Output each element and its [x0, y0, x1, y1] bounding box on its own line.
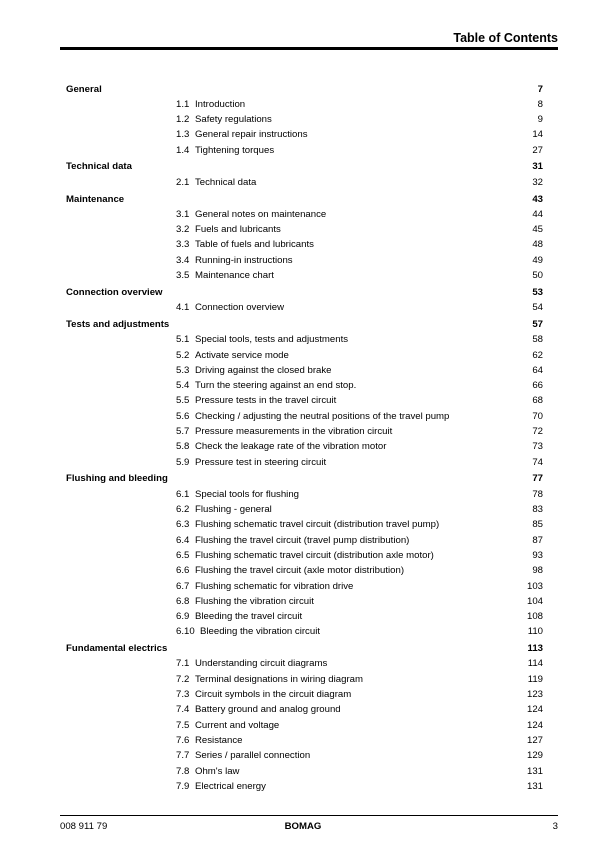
toc-entry-page: 93	[532, 549, 543, 561]
toc-entry-page: 103	[526, 580, 543, 592]
toc-entry-number: 1.2	[176, 114, 190, 126]
toc-entry-number: 6.7	[176, 580, 190, 592]
toc-section[interactable]	[65, 192, 543, 207]
toc-entry-page: 48	[532, 239, 543, 251]
toc-entry[interactable]	[65, 764, 543, 779]
toc-entry[interactable]	[65, 222, 543, 237]
toc-entry-number: 7.2	[176, 673, 190, 685]
document-number: 008 911 79	[60, 821, 108, 832]
toc-entry-title: Safety regulations	[195, 114, 272, 126]
toc-entry-title: Special tools for flushing	[195, 488, 299, 500]
toc-entry[interactable]	[65, 687, 543, 702]
toc-section[interactable]	[65, 82, 543, 97]
toc-entry[interactable]	[65, 624, 543, 639]
toc-entry[interactable]	[65, 348, 543, 363]
toc-entry-title: Driving against the closed brake	[195, 364, 332, 376]
toc-entry-title: Series / parallel connection	[195, 750, 311, 762]
toc-entry-title: Check the leakage rate of the vibration motor	[195, 441, 387, 453]
toc-entry-number: 1.3	[176, 129, 190, 141]
toc-entry-page: 70	[532, 410, 543, 422]
toc-entry[interactable]	[65, 143, 543, 158]
toc-entry[interactable]	[65, 300, 543, 315]
toc-entry-title: Flushing schematic for vibration drive	[195, 580, 354, 592]
toc-entry[interactable]	[65, 378, 543, 393]
toc-section-title: Flushing and bleeding	[66, 473, 168, 485]
toc-entry[interactable]	[65, 127, 543, 142]
toc-entry-number: 7.3	[176, 689, 190, 701]
toc-section-page: 43	[532, 193, 543, 205]
toc-entry[interactable]	[65, 175, 543, 190]
toc-entry-number: 6.5	[176, 549, 190, 561]
toc-entry-title: Bleeding the vibration circuit	[200, 626, 320, 638]
toc-entry-title: Technical data	[195, 176, 257, 188]
toc-section-page: 31	[532, 161, 543, 173]
toc-entry-page: 68	[532, 395, 543, 407]
toc-entry-page: 54	[532, 302, 543, 314]
toc-entry-title: Special tools, tests and adjustments	[195, 334, 349, 346]
toc-entry[interactable]	[65, 502, 543, 517]
toc-entry-title: Pressure measurements in the vibration circuit	[195, 426, 393, 438]
toc-entry-number: 5.8	[176, 441, 190, 453]
toc-entry-number: 7.5	[176, 719, 190, 731]
toc-entry-page: 85	[532, 519, 543, 531]
toc-entry-number: 5.3	[176, 364, 190, 376]
toc-entry-page: 124	[526, 704, 543, 716]
toc-section-title: General	[66, 83, 102, 95]
toc-entry[interactable]	[65, 424, 543, 439]
toc-entry-title: Checking / adjusting the neutral positions of the travel pump	[195, 410, 450, 422]
toc-entry[interactable]	[65, 517, 543, 532]
toc-entry[interactable]	[65, 332, 543, 347]
toc-entry-title: Ohm's law	[195, 765, 240, 777]
toc-entry-number: 6.6	[176, 565, 190, 577]
toc-entry[interactable]	[65, 548, 543, 563]
footer-divider	[60, 815, 558, 816]
toc-entry[interactable]	[65, 112, 543, 127]
toc-entry-page: 58	[532, 334, 543, 346]
toc-entry-title: Flushing the travel circuit (axle motor distribution)	[195, 565, 405, 577]
toc-entry-page: 78	[532, 488, 543, 500]
toc-entry-number: 1.4	[176, 144, 190, 156]
toc-entry-title: Flushing schematic travel circuit (distribution axle motor)	[195, 549, 434, 561]
toc-entry-page: 87	[532, 534, 543, 546]
toc-entry-number: 7.7	[176, 750, 190, 762]
page-number: 3	[552, 821, 558, 832]
toc-section[interactable]	[65, 471, 543, 486]
toc-entry[interactable]	[65, 455, 543, 470]
toc-entry-number: 5.6	[176, 410, 190, 422]
toc-entry[interactable]	[65, 363, 543, 378]
toc-entry[interactable]	[65, 609, 543, 624]
toc-entry-page: 44	[532, 208, 543, 220]
toc-entry-number: 7.6	[176, 734, 190, 746]
toc-entry-number: 7.4	[176, 704, 190, 716]
toc-entry-title: Introduction	[195, 98, 246, 110]
toc-entry[interactable]	[65, 393, 543, 408]
toc-entry-page: 64	[532, 364, 543, 376]
toc-entry[interactable]	[65, 97, 543, 112]
toc-entry-page: 83	[532, 504, 543, 516]
toc-entry-number: 6.3	[176, 519, 190, 531]
toc-entry-title: Flushing the travel circuit (travel pump distribution)	[195, 534, 410, 546]
toc-entry-title: Flushing the vibration circuit	[195, 595, 314, 607]
toc-entry-title: Table of fuels and lubricants	[195, 239, 314, 251]
toc-entry-page: 8	[537, 98, 543, 110]
brand-name: BOMAG	[284, 821, 322, 832]
toc-entry-number: 7.1	[176, 658, 190, 670]
toc-entry-page: 131	[526, 765, 543, 777]
toc-entry-page: 74	[532, 456, 543, 468]
toc-entry-page: 72	[532, 426, 543, 438]
toc-entry[interactable]	[65, 533, 543, 548]
toc-entry-title: Turn the steering against an end stop.	[195, 380, 357, 392]
toc-entry-page: 129	[526, 750, 543, 762]
toc-entry[interactable]	[65, 748, 543, 763]
toc-entry-title: Fuels and lubricants	[195, 224, 281, 236]
toc-entry-number: 3.1	[176, 208, 190, 220]
toc-entry-page: 27	[532, 144, 543, 156]
toc-entry-title: Running-in instructions	[195, 254, 293, 266]
page-title: Table of Contents	[453, 31, 558, 45]
toc-section-title: Tests and adjustments	[66, 318, 170, 330]
toc-entry-title: Circuit symbols in the circuit diagram	[195, 689, 352, 701]
toc-entry-number: 5.7	[176, 426, 190, 438]
toc-entry-number: 3.5	[176, 270, 190, 282]
toc-entry-title: Flushing schematic travel circuit (distribution travel pump)	[195, 519, 440, 531]
toc-entry[interactable]	[65, 253, 543, 268]
toc-entry-title: Pressure tests in the travel circuit	[195, 395, 337, 407]
toc-section-title: Fundamental electrics	[66, 643, 168, 655]
toc-entry[interactable]	[65, 672, 543, 687]
toc-entry-page: 49	[532, 254, 543, 266]
toc-section[interactable]	[65, 317, 543, 332]
toc-entry-page: 131	[526, 780, 543, 792]
toc-entry[interactable]	[65, 779, 543, 794]
toc-entry-title: Flushing - general	[195, 504, 272, 516]
toc-entry-title: Resistance	[195, 734, 243, 746]
toc-entry[interactable]	[65, 579, 543, 594]
toc-entry-page: 124	[526, 719, 543, 731]
toc-entry[interactable]	[65, 487, 543, 502]
toc-entry-number: 3.4	[176, 254, 190, 266]
toc-entry-number: 6.9	[176, 611, 190, 623]
toc-entry-title: Electrical energy	[195, 780, 266, 792]
toc-entry-page: 108	[526, 611, 543, 623]
toc-section[interactable]	[65, 641, 543, 656]
toc-entry-page: 9	[537, 114, 543, 126]
toc-entry-page: 127	[526, 734, 543, 746]
toc-entry-page: 73	[532, 441, 543, 453]
toc-entry-number: 5.4	[176, 380, 190, 392]
toc-entry[interactable]	[65, 718, 543, 733]
toc-section-title: Maintenance	[66, 193, 125, 205]
toc-entry-page: 104	[526, 595, 543, 607]
toc-entry-title: Tightening torques	[195, 144, 275, 156]
toc-entry-number: 2.1	[176, 176, 190, 188]
toc-section-page: 57	[532, 318, 543, 330]
toc-section-page: 53	[532, 286, 543, 298]
toc-entry-title: Battery ground and analog ground	[195, 704, 341, 716]
toc-entry[interactable]	[65, 702, 543, 717]
toc-section[interactable]	[65, 159, 543, 174]
toc-entry-number: 7.8	[176, 765, 190, 777]
toc-entry-page: 119	[527, 673, 543, 685]
toc-entry-number: 4.1	[176, 302, 190, 314]
toc-entry-page: 45	[532, 224, 543, 236]
toc-entry-number: 3.2	[176, 224, 190, 236]
toc-entry-page: 32	[532, 176, 543, 188]
toc-entry[interactable]	[65, 563, 543, 578]
toc-section-title: Connection overview	[66, 286, 163, 298]
toc-entry-page: 98	[532, 565, 543, 577]
toc-entry-page: 110	[527, 626, 543, 638]
header-divider	[60, 47, 558, 50]
toc-entry-number: 5.9	[176, 456, 190, 468]
toc-entry-number: 5.2	[176, 349, 190, 361]
toc-entry[interactable]	[65, 656, 543, 671]
toc-entry[interactable]	[65, 207, 543, 222]
toc-entry-page: 50	[532, 270, 543, 282]
toc-entry-title: Terminal designations in wiring diagram	[195, 673, 363, 685]
toc-entry-number: 6.10	[176, 626, 195, 638]
toc-entry[interactable]	[65, 268, 543, 283]
table-of-contents	[65, 80, 543, 794]
toc-entry[interactable]	[65, 439, 543, 454]
toc-entry[interactable]	[65, 409, 543, 424]
toc-entry-number: 6.8	[176, 595, 190, 607]
toc-entry-title: Activate service mode	[195, 349, 289, 361]
toc-entry-page: 62	[532, 349, 543, 361]
toc-entry-number: 6.1	[176, 488, 190, 500]
toc-entry-page: 123	[526, 689, 543, 701]
toc-entry-page: 114	[527, 658, 543, 670]
toc-entry-number: 1.1	[176, 98, 190, 110]
toc-entry-number: 6.2	[176, 504, 190, 516]
toc-entry-title: Understanding circuit diagrams	[195, 658, 328, 670]
toc-entry-title: Current and voltage	[195, 719, 280, 731]
toc-entry-title: Pressure test in steering circuit	[195, 456, 327, 468]
toc-entry-title: Maintenance chart	[195, 270, 274, 282]
toc-section-title: Technical data	[66, 161, 132, 173]
toc-section-page: 77	[532, 473, 543, 485]
toc-section-page: 113	[527, 643, 543, 655]
toc-entry-title: General notes on maintenance	[195, 208, 327, 220]
toc-entry-number: 5.5	[176, 395, 190, 407]
toc-entry-title: General repair instructions	[195, 129, 308, 141]
toc-entry-page: 14	[532, 129, 543, 141]
toc-entry[interactable]	[65, 733, 543, 748]
toc-entry-number: 6.4	[176, 534, 190, 546]
toc-entry-number: 3.3	[176, 239, 190, 251]
toc-entry-number: 7.9	[176, 780, 190, 792]
toc-entry-title: Bleeding the travel circuit	[195, 611, 303, 623]
toc-entry-number: 5.1	[176, 334, 190, 346]
toc-entry-title: Connection overview	[195, 302, 285, 314]
toc-entry[interactable]	[65, 594, 543, 609]
toc-entry[interactable]	[65, 237, 543, 252]
toc-section-page: 7	[537, 83, 543, 95]
toc-section[interactable]	[65, 285, 543, 300]
toc-entry-page: 66	[532, 380, 543, 392]
